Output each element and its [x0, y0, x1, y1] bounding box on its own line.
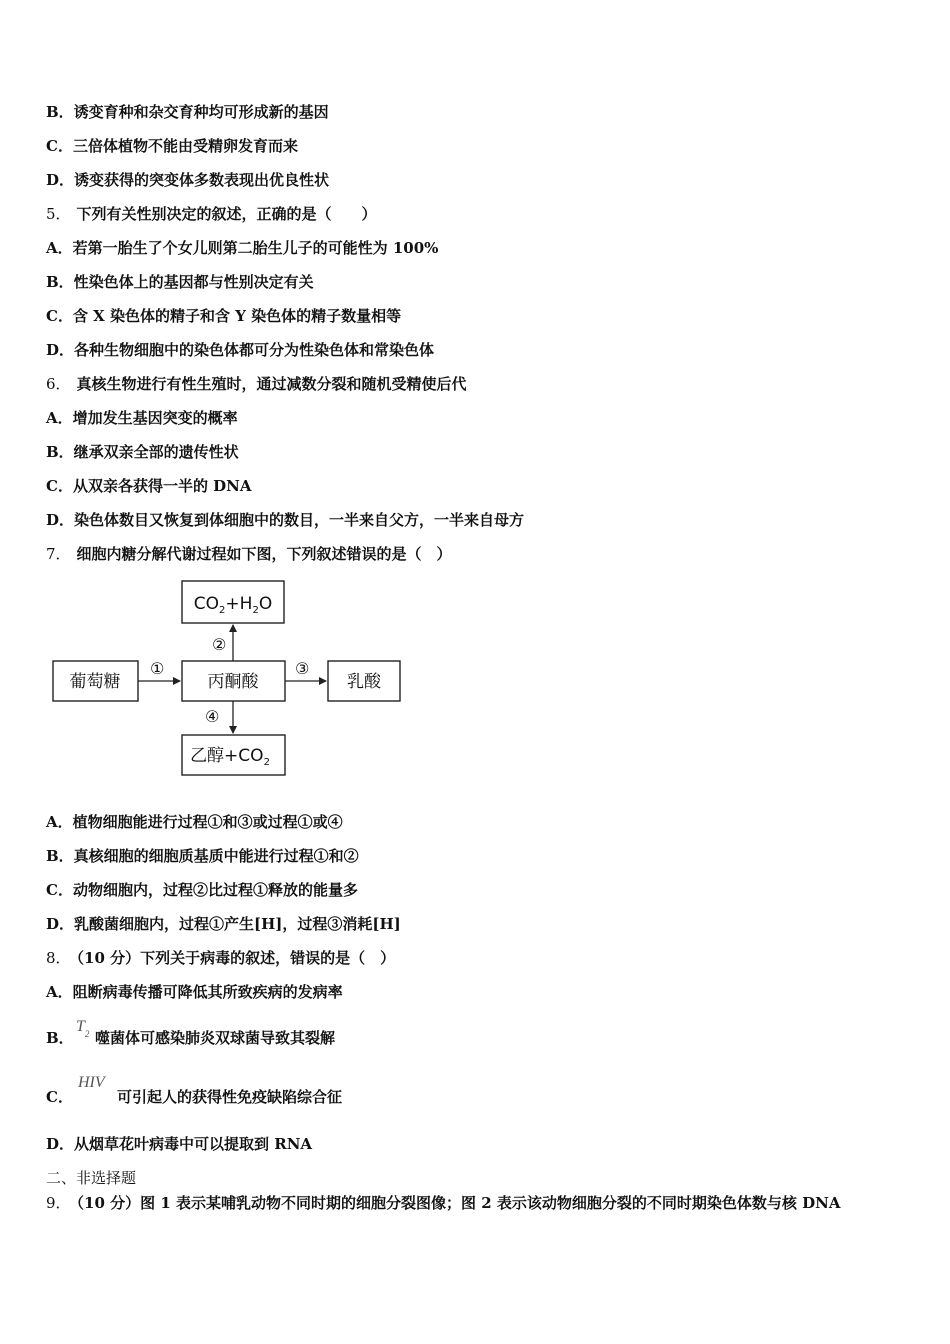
question-6: [46, 374, 467, 394]
question-stem: 真核生物进行有性生殖时，通过减数分裂和随机受精使后代: [76, 375, 467, 393]
question-stem: 细胞内糖分解代谢过程如下图，下列叙述错误的是（ ）: [76, 545, 452, 563]
step-1-label: ①: [150, 659, 165, 678]
question-number: 7．: [46, 545, 71, 563]
q8-option-a: A．阻断病毒传播可降低其所致疾病的发病率: [46, 983, 343, 1001]
t-letter: T: [76, 1018, 85, 1035]
section-heading: 二、非选择题: [46, 1169, 137, 1187]
step-3-label: ③: [295, 659, 310, 678]
t2-symbol: [76, 1016, 90, 1039]
question-number: 5．: [46, 205, 71, 223]
q6-option-d: D．染色体数目又恢复到体细胞中的数目，一半来自父方，一半来自母方: [46, 511, 525, 529]
q4-option-c: C．三倍体植物不能由受精卵发育而来: [46, 137, 298, 155]
pyruvate-label: 丙酮酸: [207, 672, 259, 692]
question-number: 9．: [46, 1194, 71, 1212]
q5-option-c: C．含 X 染色体的精子和含 Y 染色体的精子数量相等: [46, 307, 402, 325]
question-stem: （10 分）下列关于病毒的叙述，错误的是（ ）: [76, 949, 396, 967]
question-number: 8．: [46, 949, 71, 967]
q8-option-c-text: 可引起人的获得性免疫缺陷综合征: [117, 1088, 343, 1106]
q7-option-c: C．动物细胞内，过程②比过程①释放的能量多: [46, 881, 358, 899]
q4-option-b: B．诱变育种和杂交育种均可形成新的基因: [46, 103, 329, 121]
co2-h2o-label: $CO_2+H_2O$: [193, 594, 273, 616]
question-7: [46, 544, 452, 564]
q6-option-b: B．继承双亲全部的遗传性状: [46, 443, 239, 461]
step-2-label: ②: [212, 635, 227, 654]
hiv-symbol: HIV: [78, 1074, 105, 1091]
q4-option-d: D．诱变获得的突变体多数表现出优良性状: [46, 171, 330, 189]
lactic-acid-label: 乳酸: [347, 672, 381, 692]
option-label: B．: [46, 1029, 74, 1047]
glucose-label: 葡萄糖: [69, 672, 121, 692]
q8-option-b-text: 噬菌体可感染肺炎双球菌导致其裂解: [95, 1029, 336, 1047]
glycolysis-diagram: [50, 578, 410, 780]
q6-option-a: A．增加发生基因突变的概率: [46, 409, 238, 427]
question-stem: 下列有关性别决定的叙述，正确的是（ ）: [76, 205, 377, 223]
ethanol-co2-label: 乙醇$+CO_2$: [190, 746, 270, 768]
question-8: [46, 948, 395, 968]
question-number: 6．: [46, 375, 71, 393]
step-4-label: ④: [205, 707, 220, 726]
q8-option-b: [46, 1028, 74, 1048]
q5-option-a: A．若第一胎生了个女儿则第二胎生儿子的可能性为 100%: [46, 239, 439, 257]
question-9: [46, 1193, 841, 1213]
t-subscript: 2: [84, 1029, 90, 1039]
q8-option-d: D．从烟草花叶病毒中可以提取到 RNA: [46, 1135, 313, 1153]
question-stem: （10 分）图 1 表示某哺乳动物不同时期的细胞分裂图像；图 2 表示该动物细胞分裂的不同时期染色体数与核 DNA: [76, 1194, 841, 1212]
option-label: C．: [46, 1088, 73, 1106]
q6-option-c: C．从双亲各获得一半的 DNA: [46, 477, 252, 495]
q5-option-b: B．性染色体上的基因都与性别决定有关: [46, 273, 314, 291]
q7-option-a: A．植物细胞能进行过程①和③或过程①或④: [46, 813, 343, 831]
q7-option-d: D．乳酸菌细胞内，过程①产生[H]，过程③消耗[H]: [46, 915, 401, 933]
q5-option-d: D．各种生物细胞中的染色体都可分为性染色体和常染色体: [46, 341, 435, 359]
q8-option-c: [46, 1087, 73, 1107]
q7-option-b: B．真核细胞的细胞质基质中能进行过程①和②: [46, 847, 359, 865]
question-5: [46, 204, 377, 224]
